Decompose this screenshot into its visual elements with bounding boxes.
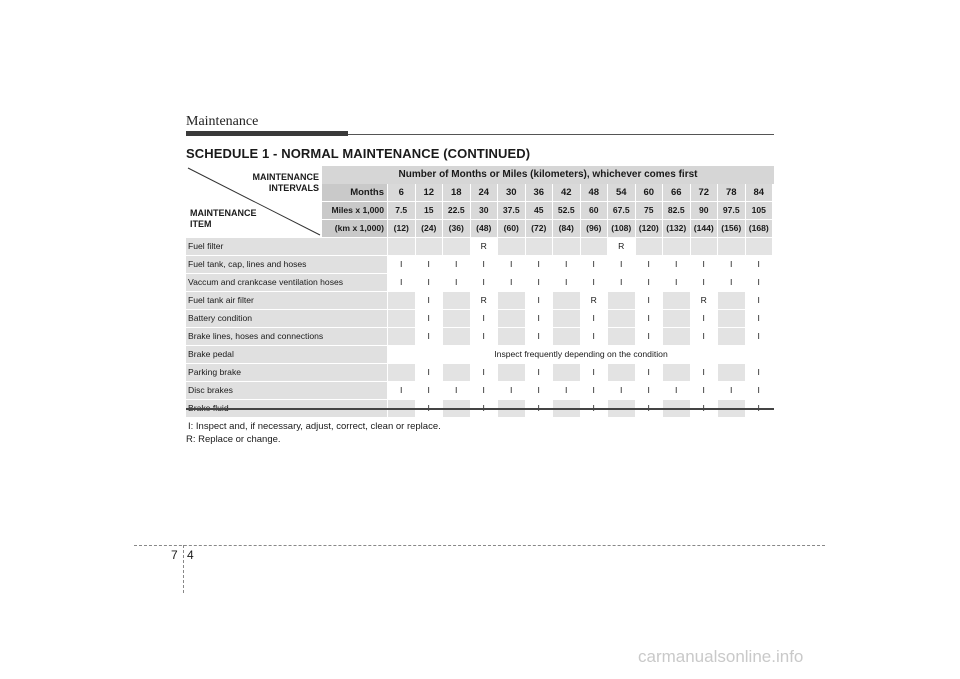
footer-rule — [134, 545, 825, 546]
schedule-cell: I — [553, 274, 581, 291]
months-header-row — [322, 184, 774, 201]
schedule-cell: I — [471, 274, 499, 291]
months-cell: 60 — [636, 184, 664, 201]
corner-bottom-line-2: ITEM — [190, 219, 212, 229]
schedule-body — [186, 238, 774, 418]
miles-cell: 52.5 — [553, 202, 581, 219]
months-cell: 78 — [718, 184, 746, 201]
schedule-cell: I — [443, 274, 471, 291]
months-cell: 42 — [553, 184, 581, 201]
schedule-cell — [498, 328, 526, 345]
schedule-cell: I — [443, 382, 471, 399]
schedule-cell: I — [416, 274, 444, 291]
km-cell: (24) — [416, 220, 444, 237]
months-cell: 36 — [526, 184, 554, 201]
corner-intervals-label — [246, 172, 319, 194]
schedule-cell — [388, 292, 416, 309]
miles-cell: 37.5 — [498, 202, 526, 219]
maintenance-item-label: Disc brakes — [186, 382, 388, 399]
schedule-cell — [498, 364, 526, 381]
schedule-cell: I — [553, 256, 581, 273]
schedule-cell: I — [526, 382, 554, 399]
schedule-cell: I — [498, 274, 526, 291]
schedule-cell: I — [636, 292, 664, 309]
km-cell: (168) — [746, 220, 774, 237]
miles-cell: 90 — [691, 202, 719, 219]
schedule-cell — [443, 328, 471, 345]
schedule-cell — [663, 310, 691, 327]
schedule-cell: I — [526, 274, 554, 291]
schedule-cell — [718, 292, 746, 309]
schedule-cell — [718, 310, 746, 327]
schedule-cell — [663, 292, 691, 309]
schedule-cell: I — [636, 256, 664, 273]
schedule-cell: I — [498, 382, 526, 399]
schedule-cell: R — [471, 238, 499, 255]
maintenance-item-label: Vaccum and crankcase ventilation hoses — [186, 274, 388, 291]
miles-cell: 82.5 — [663, 202, 691, 219]
schedule-cell — [388, 328, 416, 345]
corner-bottom-line-1: MAINTENANCE — [190, 208, 257, 218]
schedule-cell — [581, 238, 609, 255]
schedule-cell — [663, 238, 691, 255]
schedule-cell: I — [691, 382, 719, 399]
schedule-cell: I — [416, 364, 444, 381]
schedule-cell — [718, 328, 746, 345]
schedule-cell: I — [416, 328, 444, 345]
km-cell: (72) — [526, 220, 554, 237]
corner-top-line-2: INTERVALS — [268, 183, 319, 193]
schedule-cell: I — [746, 328, 774, 345]
schedule-cell — [553, 238, 581, 255]
schedule-cell — [608, 310, 636, 327]
legend-inspect: I: Inspect and, if necessary, adjust, correct, clean or replace. — [188, 421, 441, 432]
schedule-cell: I — [608, 256, 636, 273]
schedule-cell: I — [636, 274, 664, 291]
schedule-cell: I — [471, 310, 499, 327]
schedule-cell: I — [608, 382, 636, 399]
schedule-cell: I — [388, 274, 416, 291]
schedule-cell — [416, 238, 444, 255]
table-row — [186, 328, 774, 346]
maintenance-item-label: Fuel filter — [186, 238, 388, 255]
schedule-cell: I — [416, 310, 444, 327]
schedule-cell: I — [691, 328, 719, 345]
schedule-cell — [718, 238, 746, 255]
schedule-cell — [636, 238, 664, 255]
legend-replace: R: Replace or change. — [186, 434, 281, 445]
schedule-cell — [553, 310, 581, 327]
schedule-cell: I — [691, 274, 719, 291]
schedule-cell: I — [608, 274, 636, 291]
schedule-cell: I — [498, 256, 526, 273]
miles-cell: 97.5 — [718, 202, 746, 219]
miles-cell: 75 — [636, 202, 664, 219]
corner-top-line-1: MAINTENANCE — [252, 172, 319, 182]
schedule-cell — [663, 364, 691, 381]
schedule-cell — [746, 238, 774, 255]
miles-cell: 7.5 — [388, 202, 416, 219]
table-row — [186, 346, 774, 364]
maintenance-item-label: Fuel tank air filter — [186, 292, 388, 309]
schedule-cell: I — [636, 328, 664, 345]
corner-item-label — [190, 208, 257, 230]
maintenance-item-label: Fuel tank, cap, lines and hoses — [186, 256, 388, 273]
km-cell: (12) — [388, 220, 416, 237]
km-cell: (144) — [691, 220, 719, 237]
schedule-cell: I — [746, 274, 774, 291]
schedule-cell: I — [663, 274, 691, 291]
km-cell: (48) — [471, 220, 499, 237]
table-row — [186, 382, 774, 400]
page-heading: SCHEDULE 1 - NORMAL MAINTENANCE (CONTINUED) — [186, 146, 531, 161]
schedule-cell: R — [608, 238, 636, 255]
miles-cell: 15 — [416, 202, 444, 219]
miles-cell: 30 — [471, 202, 499, 219]
maintenance-item-label: Battery condition — [186, 310, 388, 327]
schedule-cell: R — [691, 292, 719, 309]
schedule-cell: I — [746, 256, 774, 273]
schedule-cell: I — [636, 382, 664, 399]
months-cell: 30 — [498, 184, 526, 201]
table-bottom-rule — [186, 408, 774, 410]
schedule-cell: I — [691, 256, 719, 273]
schedule-cell — [553, 292, 581, 309]
header-bar — [186, 131, 348, 136]
schedule-cell: I — [636, 310, 664, 327]
table-row — [186, 292, 774, 310]
months-cell: 24 — [471, 184, 499, 201]
miles-cell: 67.5 — [608, 202, 636, 219]
schedule-cell: I — [526, 310, 554, 327]
chapter-number: 7 — [171, 548, 178, 562]
km-cell: (36) — [443, 220, 471, 237]
schedule-cell — [388, 238, 416, 255]
schedule-cell: I — [553, 382, 581, 399]
months-cell: 18 — [443, 184, 471, 201]
miles-label: Miles x 1,000 — [322, 202, 388, 219]
schedule-cell: I — [691, 310, 719, 327]
table-row — [186, 238, 774, 256]
table-row — [186, 256, 774, 274]
months-cell: 12 — [416, 184, 444, 201]
schedule-cell: I — [581, 310, 609, 327]
months-cell: 72 — [691, 184, 719, 201]
schedule-cell: I — [443, 256, 471, 273]
schedule-cell: I — [471, 364, 499, 381]
schedule-cell: I — [718, 382, 746, 399]
miles-cell: 60 — [581, 202, 609, 219]
table-row — [186, 310, 774, 328]
table-row — [186, 274, 774, 292]
schedule-cell: I — [526, 364, 554, 381]
schedule-cell: I — [416, 382, 444, 399]
km-cell: (120) — [636, 220, 664, 237]
schedule-cell — [608, 292, 636, 309]
maintenance-item-label: Brake pedal — [186, 346, 388, 363]
months-cell: 6 — [388, 184, 416, 201]
schedule-cell: I — [388, 256, 416, 273]
km-cell: (156) — [718, 220, 746, 237]
schedule-cell: I — [746, 382, 774, 399]
schedule-cell: I — [416, 256, 444, 273]
months-cell: 66 — [663, 184, 691, 201]
km-cell: (96) — [581, 220, 609, 237]
schedule-cell: I — [581, 256, 609, 273]
schedule-cell — [608, 328, 636, 345]
schedule-cell: I — [718, 256, 746, 273]
km-cell: (60) — [498, 220, 526, 237]
schedule-cell: I — [718, 274, 746, 291]
schedule-cell: I — [746, 364, 774, 381]
schedule-cell: I — [636, 364, 664, 381]
schedule-cell — [388, 364, 416, 381]
schedule-cell — [691, 238, 719, 255]
miles-header-row — [322, 202, 774, 219]
schedule-cell — [443, 238, 471, 255]
table-corner-cell — [186, 166, 322, 236]
km-cell: (84) — [553, 220, 581, 237]
schedule-cell: R — [581, 292, 609, 309]
schedule-cell: I — [471, 382, 499, 399]
schedule-cell — [718, 364, 746, 381]
schedule-cell: I — [691, 364, 719, 381]
schedule-cell: I — [416, 292, 444, 309]
schedule-cell: I — [471, 328, 499, 345]
schedule-cell: I — [581, 364, 609, 381]
schedule-cell: I — [581, 382, 609, 399]
km-cell: (132) — [663, 220, 691, 237]
table-row — [186, 364, 774, 382]
schedule-cell: I — [526, 328, 554, 345]
km-header-row — [322, 220, 774, 237]
schedule-cell: I — [526, 256, 554, 273]
months-cell: 54 — [608, 184, 636, 201]
months-label: Months — [322, 184, 388, 201]
schedule-cell — [388, 310, 416, 327]
schedule-cell — [553, 328, 581, 345]
section-title: Maintenance — [186, 114, 259, 129]
watermark: carmanualsonline.info — [638, 647, 804, 666]
row-span-note: Inspect frequently depending on the condition — [388, 346, 774, 363]
schedule-cell — [498, 238, 526, 255]
maintenance-item-label: Parking brake — [186, 364, 388, 381]
months-cell: 48 — [581, 184, 609, 201]
schedule-cell — [608, 364, 636, 381]
schedule-cell — [443, 364, 471, 381]
schedule-cell: I — [746, 310, 774, 327]
schedule-cell: I — [746, 292, 774, 309]
km-label: (km x 1,000) — [322, 220, 388, 237]
miles-cell: 22.5 — [443, 202, 471, 219]
schedule-cell: R — [471, 292, 499, 309]
schedule-cell: I — [581, 274, 609, 291]
schedule-cell: I — [663, 382, 691, 399]
interval-header: Number of Months or Miles (kilometers), whichever comes first — [322, 166, 774, 184]
schedule-cell: I — [663, 256, 691, 273]
schedule-cell: I — [388, 382, 416, 399]
schedule-cell — [663, 328, 691, 345]
miles-cell: 105 — [746, 202, 774, 219]
schedule-cell — [443, 292, 471, 309]
footer-divider — [183, 545, 184, 593]
schedule-cell — [553, 364, 581, 381]
schedule-cell: I — [471, 256, 499, 273]
miles-cell: 45 — [526, 202, 554, 219]
page-number: 4 — [187, 548, 194, 562]
months-cell: 84 — [746, 184, 774, 201]
km-cell: (108) — [608, 220, 636, 237]
schedule-cell — [526, 238, 554, 255]
maintenance-item-label: Brake lines, hoses and connections — [186, 328, 388, 345]
schedule-cell — [443, 310, 471, 327]
schedule-cell — [498, 310, 526, 327]
header-rule — [348, 134, 774, 135]
schedule-cell — [498, 292, 526, 309]
schedule-cell: I — [526, 292, 554, 309]
schedule-cell: I — [581, 328, 609, 345]
